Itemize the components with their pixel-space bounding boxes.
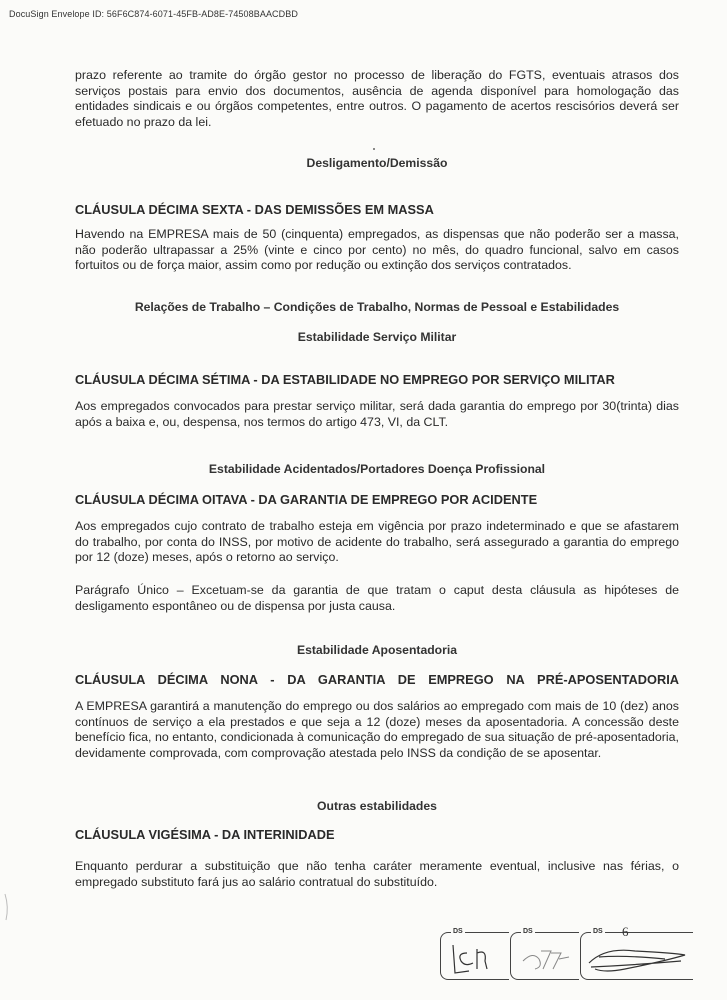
ds-label: DS bbox=[523, 928, 533, 935]
clause-18-paragraph: Parágrafo Único – Excetuam-se da garantia de que tratam o caput desta cláusula as hipóteses de desligamento espontâneo ou de dispensa por justa causa. bbox=[75, 583, 679, 613]
section-outras-estabilidades: Outras estabilidades bbox=[317, 799, 437, 813]
clause-18-text: Aos empregados cujo contrato de trabalho esteja em vigência por prazo indeterminado e que se afastarem do trabalho, por conta do INSS, por motivo de acidente do trabalho, será assegurado a garantia do emprego por 12 (doze) meses, após o retorno ao serviço. bbox=[75, 519, 679, 565]
docusign-signature-area bbox=[436, 924, 696, 994]
stray-mark bbox=[373, 148, 375, 150]
signature-box-2 bbox=[510, 928, 579, 980]
signature-box-1 bbox=[440, 928, 509, 980]
clause-19-text: A EMPRESA garantirá a manutenção do emprego ou dos salários ao empregado com mais de 10 (dez) anos contínuos de serviço a ela prestados e que seja a 12 (doze) meses da aposentadoria. A concessão deste benefício fica, no entanto, condicionada à comunicação do empregado de sua situação de pré-aposentadoria, devidamente comprovada, com comprovação atestada pelo INSS da condição de se aposentar. bbox=[75, 699, 679, 760]
section-desligamento: Desligamento/Demissão bbox=[306, 156, 448, 170]
intro-paragraph: prazo referente ao tramite do órgão gestor no processo de liberação do FGTS, eventuais atrasos dos serviços postais para envio dos documentos, ausência de agenda disponível para homologação das entidades sindicais e ou órgãos competentes, entre outros. O pagamento de acertos rescisórios deverá ser efetuado no prazo da lei. bbox=[75, 68, 679, 129]
docusign-envelope-id: DocuSign Envelope ID: 56F6C874-6071-45FB-AD8E-74508BAACDBD bbox=[9, 9, 298, 19]
clause-20-title: CLÁUSULA VIGÉSIMA - DA INTERINIDADE bbox=[75, 827, 335, 842]
ds-label: DS bbox=[453, 928, 463, 935]
margin-mark bbox=[4, 892, 10, 922]
initials-signature-3 bbox=[585, 939, 689, 979]
clause-16-text: Havendo na EMPRESA mais de 50 (cinquenta) empregados, as dispensas que não poderão ser a massa, não poderão ultrapassar a 25% (vinte e cinco por cento) no mês, do quadro funcional, salvo em casos fortuitos ou de força maior, assim como por redução ou extinção dos serviços contratados. bbox=[75, 227, 679, 273]
clause-19-title: CLÁUSULA DÉCIMA NONA - DA GARANTIA DE EMPREGO NA PRÉ-APOSENTADORIA bbox=[75, 672, 679, 687]
clause-17-title: CLÁUSULA DÉCIMA SÉTIMA - DA ESTABILIDADE NO EMPREGO POR SERVIÇO MILITAR bbox=[75, 372, 615, 387]
ds-label: DS bbox=[593, 928, 603, 935]
clause-20-text: Enquanto perdurar a substituição que não tenha caráter meramente eventual, inclusive nas férias, o empregado substituto fará jus ao salário contratual do substituído. bbox=[75, 859, 679, 889]
clause-17-text: Aos empregados convocados para prestar serviço militar, será dada garantia do emprego por 30(trinta) dias após a baixa e, ou, despensa, nos termos do artigo 473, VI, da CLT. bbox=[75, 399, 679, 429]
section-estabilidade-acidentados: Estabilidade Acidentados/Portadores Doença Profissional bbox=[208, 462, 546, 476]
page-number: 6 bbox=[622, 924, 629, 939]
initials-signature-1 bbox=[447, 939, 503, 979]
signature-box-3 bbox=[580, 928, 693, 980]
clause-16-title: CLÁUSULA DÉCIMA SEXTA - DAS DEMISSÕES EM MASSA bbox=[75, 202, 434, 217]
clause-18-title: CLÁUSULA DÉCIMA OITAVA - DA GARANTIA DE EMPREGO POR ACIDENTE bbox=[75, 492, 538, 507]
section-relacoes-trabalho: Relações de Trabalho – Condições de Trabalho, Normas de Pessoal e Estabilidades bbox=[134, 300, 620, 314]
section-estabilidade-militar: Estabilidade Serviço Militar bbox=[297, 330, 457, 344]
initials-signature-2 bbox=[517, 939, 573, 979]
section-estabilidade-aposentadoria: Estabilidade Aposentadoria bbox=[296, 643, 458, 657]
